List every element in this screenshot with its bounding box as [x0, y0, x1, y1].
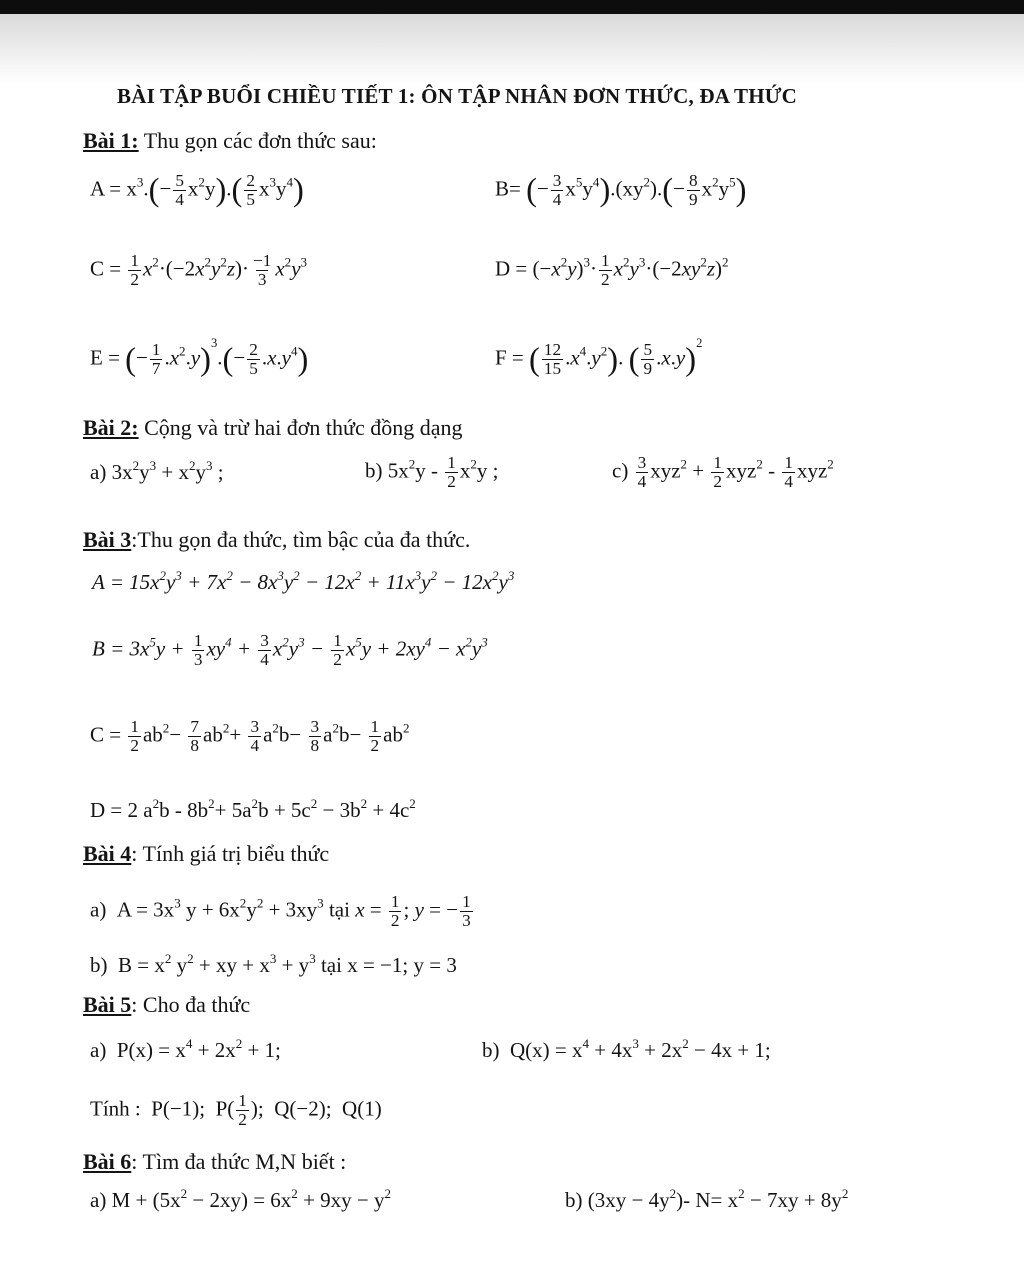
document-title: BÀI TẬP BUỔI CHIỀU TIẾT 1: ÔN TẬP NHÂN ĐƠN THỨC, ĐA THỨC: [117, 84, 798, 108]
bai2-expr-c: c) $\frac{3}{4}$ xyz$^2$ + $\frac{1}{2}$ xyz$^2$ - $\frac{1}{4}$ xyz$^2$: [612, 453, 834, 492]
bai2-header: [83, 417, 463, 439]
bai6-label: Bài 6: [83, 1149, 132, 1174]
bai2-expr-b: b) $5x^2y$ - $\frac{1}{2}$ $x^2y$ ;: [365, 453, 499, 492]
bai6-text: : Tìm đa thức M,N biết :: [131, 1149, 347, 1174]
bai4-tai-b: tại: [320, 953, 342, 977]
bai5-label-b: b): [482, 1038, 500, 1062]
bai3-expr-d: D = 2 $a^2b - 8b^2+ 5a^2b + 5c^2 - 3b^2 + 4c^2$: [90, 795, 416, 822]
bai2-label-b: b): [365, 458, 383, 483]
bai1-text: Thu gọn các đơn thức sau:: [138, 128, 377, 153]
bai1-expr-e: E = (− $\frac{1}{7}$ $.x^2.y)^3.(-$ $\frac{2}{5}$ $.x.y^4$): [90, 336, 309, 379]
bai4-header: [83, 843, 329, 865]
bai6-expr-b: b) $(3xy - 4y^2)-$ $N= x^2 - 7xy + 8y^2$: [565, 1185, 849, 1212]
bai6-expr-a: a) $M + (5x^2 - 2xy) = 6x^2 + 9xy - y^2$: [90, 1185, 392, 1212]
bai4-expr-a: a) $A = 3x^3$ $y + 6x^2y^2 + 3xy^3$ tại x = $\frac{1}{2}$ ; y = − $\frac{1}{3}$: [90, 892, 471, 931]
bai4-label: Bài 4: [83, 841, 132, 866]
bai5-tinh-label: Tính :: [90, 1096, 141, 1121]
bai4-label-a: a): [90, 897, 107, 922]
bai1-expr-a: $A = x^3.(-$ $\frac{5}{4}$ $x^2y$).( $\frac{2}{5}$ $x^3y^4$): [90, 171, 304, 210]
bai4-tai-a: tại: [328, 897, 350, 922]
bai4-label-b: b): [90, 953, 108, 977]
top-bar: [0, 0, 1024, 14]
bai5-label-a: a): [90, 1038, 107, 1062]
bai1-label: Bài 1:: [83, 128, 139, 153]
bai3-text: :Thu gọn đa thức, tìm bậc của đa thức.: [131, 527, 471, 552]
bai1-expr-b: B= (− $\frac{3}{4}$ $x^5y^4).(xy^2).(-$ $\frac{8}{9}$ $x^2y^5$): [495, 171, 747, 210]
bai2-label-c: c): [612, 458, 629, 483]
bai1-expr-f: F = ( $\frac{12}{15}$ $.x^4.y^2$). ( $\frac{5}{9}$ .x.y)$^2$: [495, 336, 703, 379]
bai2-label: Bài 2:: [83, 415, 139, 440]
bai6-label-b: b): [565, 1188, 583, 1212]
bai6-label-a: a): [90, 1188, 107, 1212]
bai2-text: Cộng và trừ hai đơn thức đồng dạng: [138, 415, 463, 440]
bai2-expr-a: a) $3x^2y^3 + x^2y^3$ ;: [90, 457, 224, 484]
bai1-expr-d: $D = (-x^2y)^3\cdot$ $\frac{1}{2}$ $x^2y^3\cdot(-2xy^2z)^2$: [495, 251, 729, 290]
bai5-expr-a: a) $P(x) = x^4 + 2x^2 + 1$;: [90, 1035, 281, 1062]
bai2-label-a: a): [90, 460, 107, 484]
bai5-expr-b: b) $Q(x) = x^4 + 4x^3 + 2x^2 - 4x + 1$;: [482, 1035, 771, 1062]
bai4-expr-b: b) $B = x^2$ $y^2$ + xy + $x^3 + y^3$ tại x = −1; y = 3: [90, 950, 457, 977]
top-shade: [0, 14, 1024, 84]
bai3-expr-b: $B = 3x^5y$ + $\frac{1}{3}$ $xy^4$ + $\frac{3}{4}$ $x^2y^3$ − $\frac{1}{2}$ $x^5y + 2xy^4 - x^2y^3$: [92, 631, 488, 670]
bai3-label: Bài 3: [83, 527, 132, 552]
bai6-header: [83, 1151, 346, 1173]
bai3-header: [83, 529, 470, 551]
bai5-header: [83, 994, 250, 1016]
bai3-expr-c: C = $\frac{1}{2}$ $ab^2-$ $\frac{7}{8}$ $ab^2+$ $\frac{3}{4}$ $a^2b-$ $\frac{3}{8}$ $a^2b-$ $\frac{1}{2}$ $ab^2$: [90, 717, 410, 756]
bai1-expr-c: C = $\frac{1}{2}$ $x^2\cdot(-2x^2y^2z)\cdot$ $\frac{-1}{3}$ $x^2y^3$: [90, 251, 308, 290]
bai4-text: : Tính giá trị biểu thức: [131, 841, 330, 866]
bai3-expr-a: $A = 15x^2y^3 + 7x^2 - 8x^3y^2 - 12x^2 + 11x^3y^2 - 12x^2y^3$: [92, 567, 515, 594]
bai5-label: Bài 5: [83, 992, 132, 1017]
bai5-text: : Cho đa thức: [131, 992, 251, 1017]
bai5-tinh: Tính : P(−1); P( $\frac{1}{2}$ ); Q(−2); Q(1): [90, 1091, 382, 1130]
bai1-header: [83, 130, 377, 152]
